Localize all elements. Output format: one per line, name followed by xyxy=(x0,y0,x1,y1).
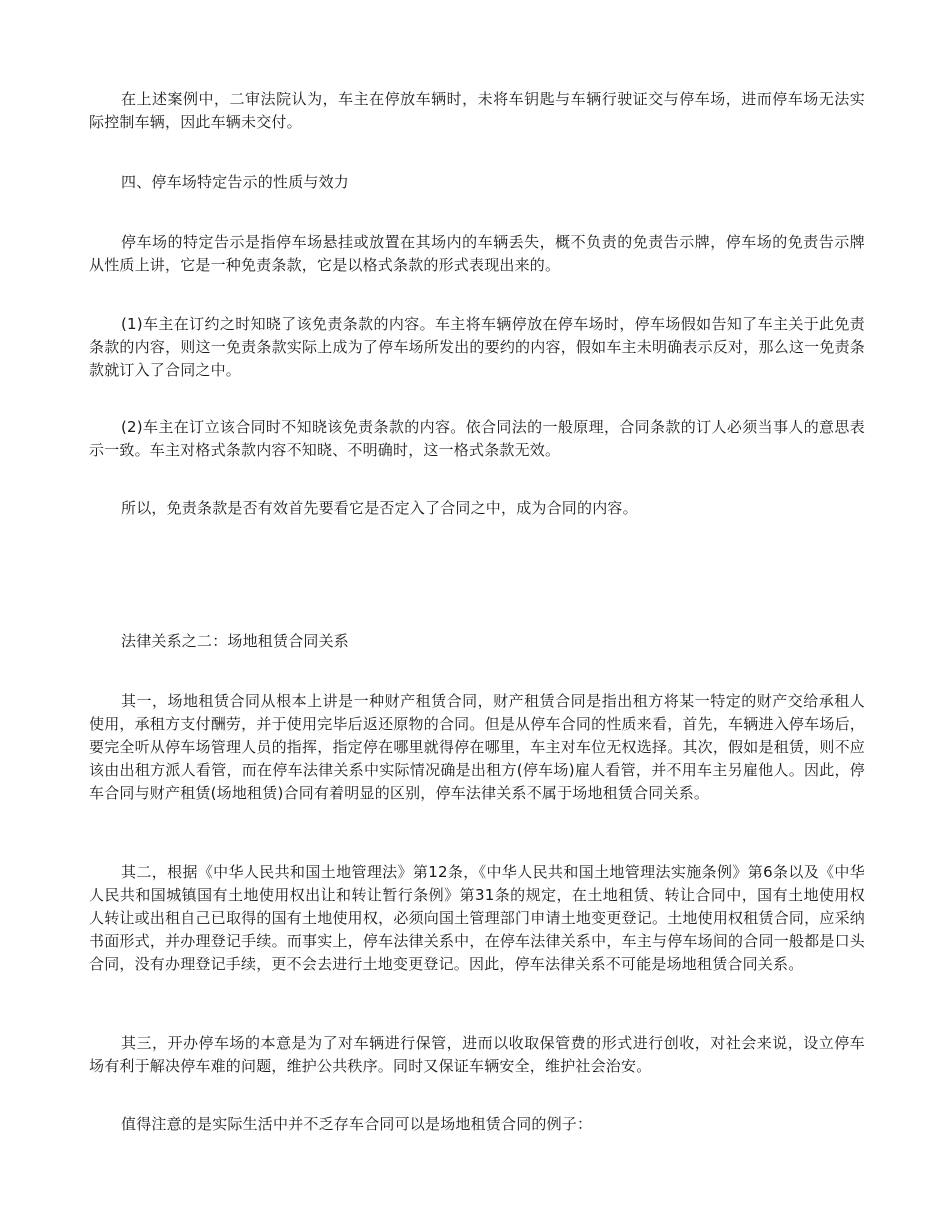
paragraph-conclusion: 所以，免责条款是否有效首先要看它是否定入了合同之中，成为合同的内容。 xyxy=(121,499,638,517)
paragraph-notice-definition: 停车场的特定告示是指停车场悬挂或放置在其场内的车辆丢失，概不负责的免责告示牌，停车场的免责告示牌从性质上讲，它是一种免责条款，它是以格式条款的形式表现出来的。 xyxy=(89,233,865,274)
paragraph-point-1: (1)车主在订约之时知晓了该免责条款的内容。车主将车辆停放在停车场时，停车场假如告知了车主关于此免责条款的内容，则这一免责条款实际上成为了停车场所发出的要约的内容，假如车主未明确表示反对，那么这一免责条款就订入了合同之中。 xyxy=(89,315,865,379)
section-heading-lease: 法律关系之二：场地租赁合同关系 xyxy=(121,632,350,650)
paragraph-case-conclusion: 在上述案例中，二审法院认为，车主在停放车辆时，未将车钥匙与车辆行驶证交与停车场，进而停车场无法实际控制车辆，因此车辆未交付。 xyxy=(89,90,865,131)
paragraph-lease-first: 其一，场地租赁合同从根本上讲是一种财产租赁合同，财产租赁合同是指出租方将某一特定的财产交给承租人使用，承租方支付酬劳，并于使用完毕后返还原物的合同。但是从停车合同的性质来看，首先，车辆进入停车场后，要完全听从停车场管理人员的指挥，指定停在哪里就得停在哪里，车主对车位无权选择。其次，假如是租赁，则不应该由出租方派人看管，而在停车法律关系中实际情况确是出租方(停车场)雇人看管，并不用车主另雇他人。因此，停车合同与财产租赁(场地租赁)合同有着明显的区别，停车法律关系不属于场地租赁合同关系。 xyxy=(89,692,865,802)
paragraph-point-2: (2)车主在订立该合同时不知晓该免责条款的内容。依合同法的一般原理，合同条款的订人必须当事人的意思表示一致。车主对格式条款内容不知晓、不明确时，这一格式条款无效。 xyxy=(89,418,865,459)
section-heading-notice: 四、停车场特定告示的性质与效力 xyxy=(121,173,350,191)
paragraph-lease-third: 其三，开办停车场的本意是为了对车辆进行保管，进而以收取保管费的形式进行创收，对社会来说，设立停车场有利于解决停车难的问题，维护公共秩序。同时又保证车辆安全，维护社会治安。 xyxy=(89,1034,865,1075)
paragraph-lease-second: 其二，根据《中华人民共和国土地管理法》第12条，《中华人民共和国土地管理法实施条例》第6条以及《中华人民共和国城镇国有土地使用权出让和转让暂行条例》第31条的规定，在土地租赁、转让合同中，国有土地使用权人转让或出租自己已取得的国有土地使用权，必须向国土管理部门申请土地变更登记。土地使用权租赁合同，应采纳书面形式，并办理登记手续。而事实上，停车法律关系中，在停车法律关系中，车主与停车场间的合同一般都是口头合同，没有办理登记手续，更不会去进行土地变更登记。因此，停车法律关系不可能是场地租赁合同关系。 xyxy=(89,863,865,973)
paragraph-note: 值得注意的是实际生活中并不乏存车合同可以是场地租赁合同的例子： xyxy=(121,1115,593,1133)
